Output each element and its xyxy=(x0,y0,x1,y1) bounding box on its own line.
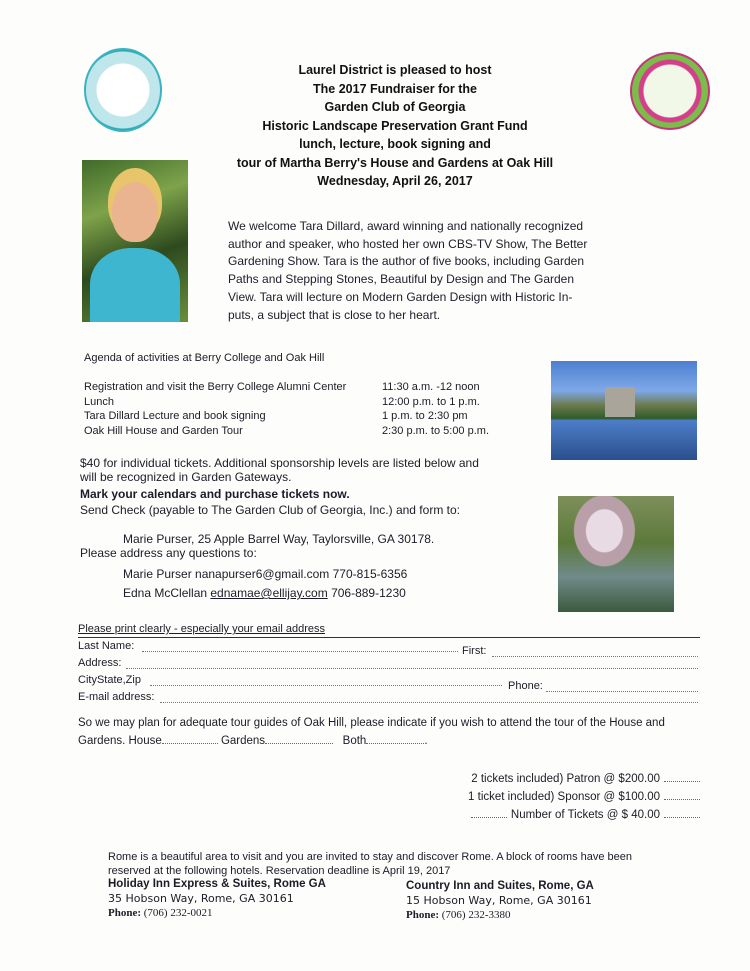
event-date: Wednesday, April 26, 2017 xyxy=(317,174,473,188)
hotel-phone xyxy=(406,909,686,921)
pricing-line: will be recognized in Garden Gateways. xyxy=(80,469,292,484)
agenda-row xyxy=(84,424,524,439)
patron-row xyxy=(400,770,700,788)
first-name-field[interactable] xyxy=(492,656,698,657)
ticket-count-field[interactable] xyxy=(471,806,507,818)
header-line: tour of Martha Berry's House and Gardens at Oak Hill xyxy=(236,155,554,170)
call-to-action: Mark your calendars and purchase tickets now. xyxy=(80,487,350,501)
hotel-country-inn xyxy=(406,880,686,921)
agenda-title: Agenda of activities at Berry College and Oak Hill xyxy=(84,352,325,364)
questions-label: Please address any questions to: xyxy=(80,546,257,560)
agenda-row xyxy=(84,380,524,395)
laurel-district-logo xyxy=(630,52,710,130)
lodging-line: Rome is a beautiful area to visit and you are invited to stay and discover Rome. A block of rooms have been xyxy=(108,851,633,863)
agenda-list xyxy=(84,380,524,438)
tour-question: So we may plan for adequate tour guides of Oak Hill, please indicate if you wish to attend the tour of the House and xyxy=(78,717,665,729)
both-option-field[interactable] xyxy=(366,734,424,744)
phone-label: Phone: xyxy=(508,680,543,692)
garden-club-logo xyxy=(84,48,162,132)
phone-number: (706) 232-3380 xyxy=(439,909,511,921)
phone-label: Phone: xyxy=(406,909,439,921)
phone-field[interactable] xyxy=(546,691,698,692)
last-name-field[interactable] xyxy=(142,651,458,652)
ticket-count-row xyxy=(400,806,700,824)
sponsor-row xyxy=(400,788,700,806)
ticket-total-field[interactable] xyxy=(664,806,700,818)
phone-label: Phone: xyxy=(108,907,141,919)
patron-label: 2 tickets included) Patron @ $200.00 xyxy=(471,773,660,785)
email-label: E-mail address: xyxy=(78,691,155,703)
city-state-zip-label: CityState,Zip xyxy=(78,674,141,686)
hotel-phone xyxy=(108,907,388,919)
phone-number: (706) 232-0021 xyxy=(141,907,213,919)
email-field[interactable] xyxy=(160,702,698,703)
agenda-row xyxy=(84,409,524,424)
intro-line: puts, a subject that is close to her heart. xyxy=(228,307,441,322)
agenda-activity: Oak Hill House and Garden Tour xyxy=(84,424,243,437)
agenda-activity: Tara Dillard Lecture and book signing xyxy=(84,410,266,422)
lodging-line: reserved at the following hotels. Reservation deadline is April 19, 2017 xyxy=(108,864,451,877)
hotel-holiday-inn xyxy=(108,878,388,919)
intro-line: author and speaker, who hosted her own CBS-TV Show, The Better xyxy=(228,236,588,251)
contact-email-link[interactable]: ednamae@ellijay.com xyxy=(210,586,328,600)
contact-edna xyxy=(123,586,406,600)
agenda-time: 12:00 p.m. to 1 p.m. xyxy=(382,395,480,408)
hotel-name: Country Inn and Suites, Rome, GA xyxy=(406,880,594,892)
agenda-activity: Lunch xyxy=(84,395,114,408)
house-option-field[interactable] xyxy=(162,734,218,744)
hotel-address: 35 Hobson Way, Rome, GA 30161 xyxy=(108,892,294,905)
ticket-count-label: Number of Tickets @ $ 40.00 xyxy=(510,809,660,821)
address-field[interactable] xyxy=(126,668,698,669)
sponsor-label: 1 ticket included) Sponsor @ $100.00 xyxy=(468,791,660,803)
contact-name: Edna McClellan xyxy=(123,586,211,600)
speaker-photo xyxy=(82,160,188,322)
city-state-zip-field[interactable] xyxy=(150,685,502,686)
hotel-address: 15 Hobson Way, Rome, GA 30161 xyxy=(406,894,592,907)
agenda-time: 1 p.m. to 2:30 pm xyxy=(382,410,468,422)
header-line: Laurel District is pleased to host xyxy=(298,63,492,77)
form-divider xyxy=(78,637,700,638)
event-header xyxy=(210,61,580,191)
intro-line: View. Tara will lecture on Modern Garden Design with Historic In- xyxy=(228,289,573,304)
first-name-label: First: xyxy=(462,645,487,657)
header-line: Historic Landscape Preservation Grant Fund xyxy=(262,118,528,133)
header-line: lunch, lecture, book signing and xyxy=(299,137,491,151)
patron-qty-field[interactable] xyxy=(664,770,700,782)
hotel-name: Holiday Inn Express & Suites, Rome GA xyxy=(108,878,326,890)
tour-options xyxy=(78,732,698,750)
agenda-activity: Registration and visit the Berry College Alumni Center xyxy=(84,381,347,393)
print-clearly-note: Please print clearly - especially your email address xyxy=(78,623,325,635)
agenda-time: 11:30 a.m. -12 noon xyxy=(382,381,480,393)
oak-hill-garden-photo xyxy=(558,496,674,612)
agenda-time: 2:30 p.m. to 5:00 p.m. xyxy=(382,424,490,437)
gardens-option-field[interactable] xyxy=(265,734,333,744)
contact-marie: Marie Purser nanapurser6@gmail.com 770-815-6356 xyxy=(123,567,408,581)
period: . xyxy=(424,735,428,747)
contact-phone: 706-889-1230 xyxy=(327,586,406,600)
house-option-label: Gardens. House xyxy=(78,735,162,747)
pricing-note xyxy=(80,457,530,484)
header-line: The 2017 Fundraiser for the xyxy=(313,81,477,96)
gardens-option-label: Gardens xyxy=(220,735,266,747)
intro-line: Gardening Show. Tara is the author of five books, including Garden xyxy=(228,254,584,269)
intro-line: Paths and Stepping Stones, Beautiful by Design and The Garden xyxy=(228,272,575,287)
ticket-options xyxy=(400,770,700,824)
address-label: Address: xyxy=(78,657,122,669)
lodging-note xyxy=(108,851,698,878)
agenda-row xyxy=(84,395,524,410)
tour-attendance xyxy=(78,714,698,750)
speaker-intro xyxy=(228,218,628,324)
last-name-label: Last Name: xyxy=(78,640,135,652)
mailing-address: Marie Purser, 25 Apple Barrel Way, Taylorsville, GA 30178. xyxy=(123,532,435,546)
both-option-label: Both xyxy=(342,735,367,747)
pricing-line: $40 for individual tickets. Additional sponsorship levels are listed below and xyxy=(80,456,479,470)
berry-college-photo xyxy=(551,361,697,460)
intro-line: We welcome Tara Dillard, award winning and nationally recognized xyxy=(228,219,584,233)
payment-instructions: Send Check (payable to The Garden Club of Georgia, Inc.) and form to: xyxy=(80,503,460,517)
sponsor-qty-field[interactable] xyxy=(664,788,700,800)
header-line: Garden Club of Georgia xyxy=(324,100,466,114)
